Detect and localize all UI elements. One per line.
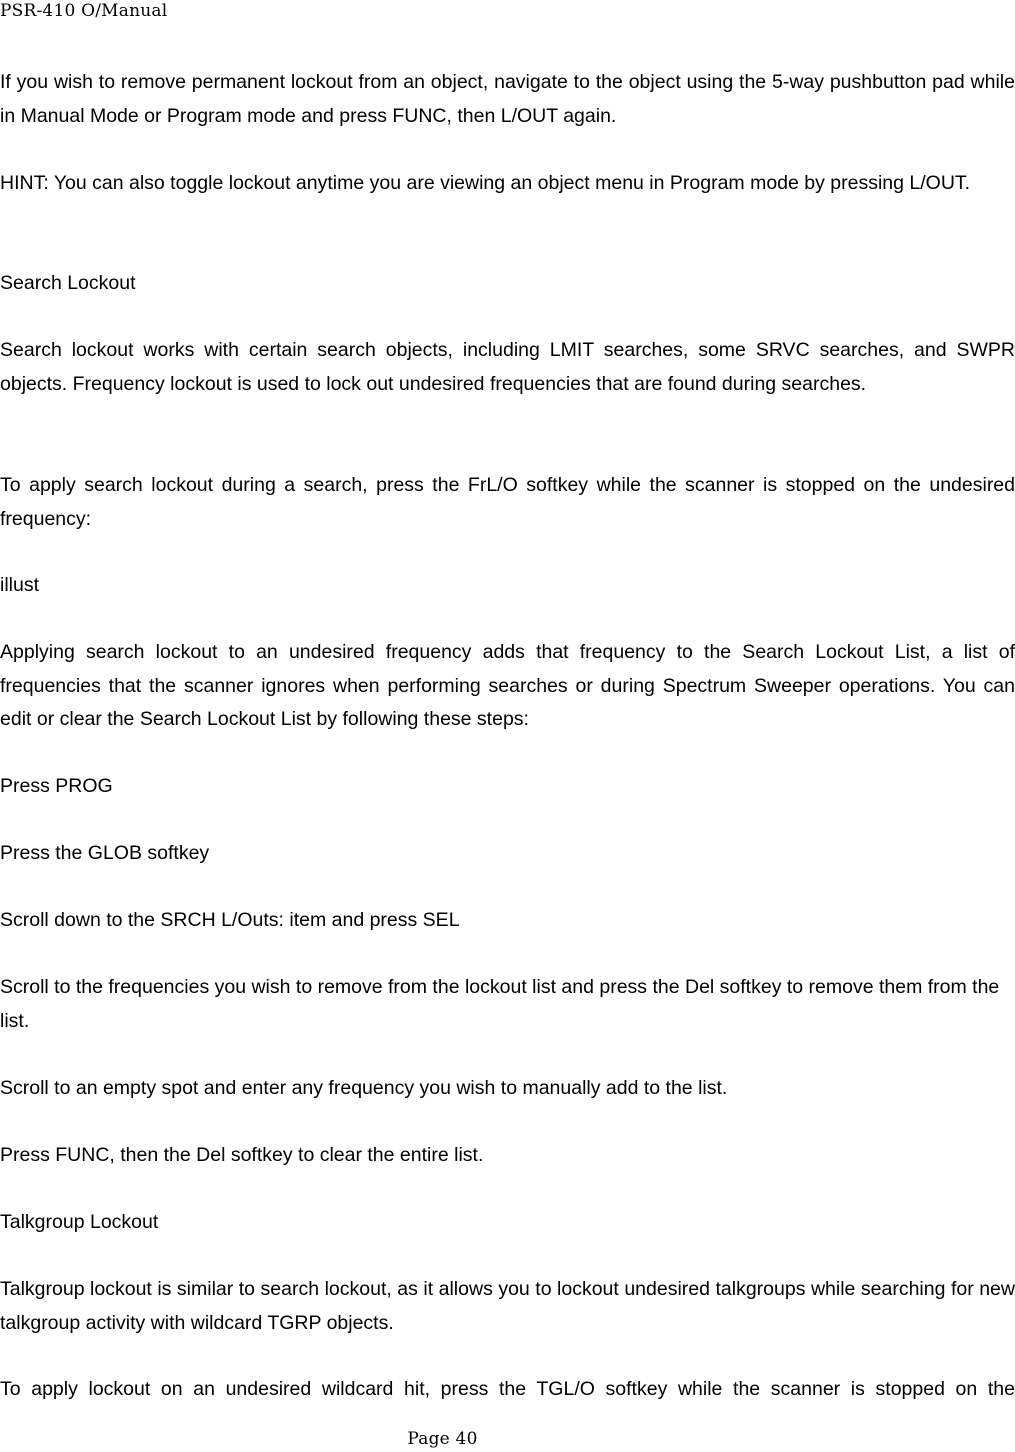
paragraph-talkgroup-lockout-intro: Talkgroup lockout is similar to search lockout, as it allows you to lockout undesired talkgroups while searching for new talkgroup activity with wildcard TGRP objects. (0, 1278, 1015, 1334)
step-press-glob: Press the GLOB softkey (0, 842, 210, 864)
heading-search-lockout: Search Lockout (0, 272, 136, 294)
paragraph-search-lockout-list: Applying search lockout to an undesired frequency adds that frequency to the Search Lockout List, a list of frequencies that the scanner ignores when performing searches or during Spectrum Sweeper operations. You can edit or clear the Search Lockout List by following these steps: (0, 641, 1015, 730)
illustration-placeholder: illust (0, 574, 40, 596)
step-clear-list: Press FUNC, then the Del softkey to clear the entire list. (0, 1144, 484, 1166)
page-number: Page 40 (407, 1429, 478, 1449)
page-header: PSR-410 O/Manual (0, 1, 168, 21)
paragraph-search-lockout-intro: Search lockout works with certain search objects, including LMIT searches, some SRVC searches, and SWPR objects. Frequency lockout is used to lock out undesired frequencies that are found during searches. (0, 339, 1015, 395)
paragraph-remove-permanent-lockout: If you wish to remove permanent lockout from an object, navigate to the object using the 5-way pushbutton pad while in Manual Mode or Program mode and press FUNC, then L/OUT again. (0, 71, 1015, 127)
heading-talkgroup-lockout: Talkgroup Lockout (0, 1211, 159, 1233)
step-scroll-srch-louts: Scroll down to the SRCH L/Outs: item and press SEL (0, 909, 460, 931)
paragraph-hint: HINT: You can also toggle lockout anytime you are viewing an object menu in Program mode by pressing L/OUT. (0, 172, 971, 194)
paragraph-apply-talkgroup-lockout: To apply lockout on an undesired wildcard hit, press the TGL/O softkey while the scanner is stopped on the (0, 1378, 1015, 1400)
step-remove-frequencies: Scroll to the frequencies you wish to remove from the lockout list and press the Del softkey to remove them from the list. (0, 976, 1000, 1032)
step-add-frequency: Scroll to an empty spot and enter any frequency you wish to manually add to the list. (0, 1077, 728, 1099)
step-press-prog: Press PROG (0, 775, 113, 797)
paragraph-apply-search-lockout: To apply search lockout during a search, press the FrL/O softkey while the scanner is stopped on the undesired frequency: (0, 474, 1015, 530)
